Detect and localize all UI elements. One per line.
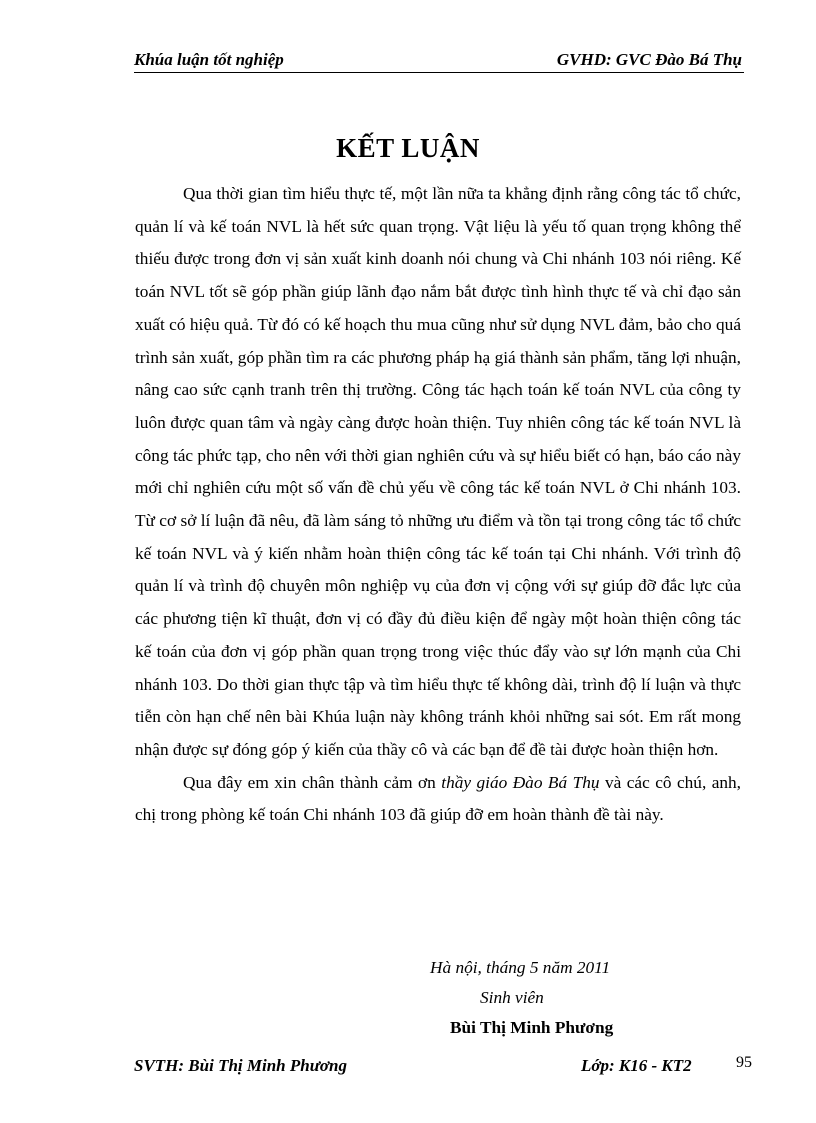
thanks-text-after: và các cô chú, anh, chị trong phòng kế toán Chi nhánh 103 đã giúp đỡ em hoàn thành đề tài này. bbox=[135, 772, 742, 825]
page-footer bbox=[134, 1054, 752, 1078]
signature-role: Sinh viên bbox=[480, 988, 544, 1007]
footer-student: SVTH: Bùi Thị Minh Phương bbox=[134, 1056, 347, 1075]
conclusion-body bbox=[135, 178, 741, 832]
conclusion-paragraph-1: Qua thời gian tìm hiểu thực tế, một lần nữa ta khẳng định rằng công tác tổ chức, quản lí và kế toán NVL là hết sức quan trọng. Vật liệu là yếu tố quan trọng không thể thiếu được trong đơn vị sản xuất kinh doanh nói chung và Chi nhánh 103 nói riêng. Kế toán NVL tốt sẽ góp phần giúp lãnh đạo nắm bắt được tình hình thực tế và chỉ đạo sản xuất có hiệu quả. Từ đó có kế hoạch thu mua cũng như sử dụng NVL đảm, bảo cho quá trình sản xuất, góp phần tìm ra các phương pháp hạ giá thành sản phẩm, tăng lợi nhuận, nâng cao sức cạnh tranh trên thị trường. Công tác hạch toán kế toán NVL của công ty luôn được quan tâm và ngày càng được hoàn thiện. Tuy nhiên công tác kế toán NVL là công tác phức tạp, cho nên với thời gian nghiên cứu và sự hiểu biết có hạn, báo cáo này mới chỉ nghiên cứu một số vấn đề chủ yếu về công tác kế toán NVL ở Chi nhánh 103. Từ cơ sở lí luận đã nêu, đã làm sáng tỏ những ưu điểm và tồn tại trong công tác tổ chức kế toán NVL và ý kiến nhằm hoàn thiện công tác kế toán tại Chi nhánh. Với trình độ quản lí và trình độ chuyên môn nghiệp vụ của đơn vị cộng với sự giúp đỡ đắc lực của các phương tiện kĩ thuật, đơn vị có đầy đủ điều kiện để ngày một hoàn thiện công tác kế toán của đơn vị góp phần quan trọng trong việc thúc đẩy vào sự lớn mạnh của Chi nhánh 103. Do thời gian thực tập và tìm hiểu thực tế không dài, trình độ lí luận và thực tiễn còn hạn chế nên bài Khúa luận này không tránh khỏi những sai sót. Em rất mong nhận được sự đóng góp ý kiến của thầy cô và các bạn để đề tài được hoàn thiện hơn. bbox=[135, 184, 741, 759]
signature-name: Bùi Thị Minh Phương bbox=[450, 1018, 614, 1037]
conclusion-paragraph-2 bbox=[135, 767, 741, 832]
signature-date: Hà nội, tháng 5 năm 2011 bbox=[430, 958, 611, 977]
signature-block bbox=[420, 953, 645, 1043]
teacher-name: thầy giáo Đào Bá Thụ bbox=[441, 772, 600, 792]
header-thesis-label: Khúa luận tốt nghiệp bbox=[134, 50, 284, 69]
thanks-text-before: Qua đây em xin chân thành cảm ơn bbox=[183, 772, 442, 792]
footer-class: Lớp: K16 - KT2 bbox=[581, 1056, 692, 1075]
page-title: KẾT LUẬN bbox=[336, 133, 480, 163]
page-header bbox=[134, 50, 744, 73]
page-number: 95 bbox=[736, 1054, 752, 1071]
header-supervisor: GVHD: GVC Đào Bá Thụ bbox=[556, 50, 742, 69]
